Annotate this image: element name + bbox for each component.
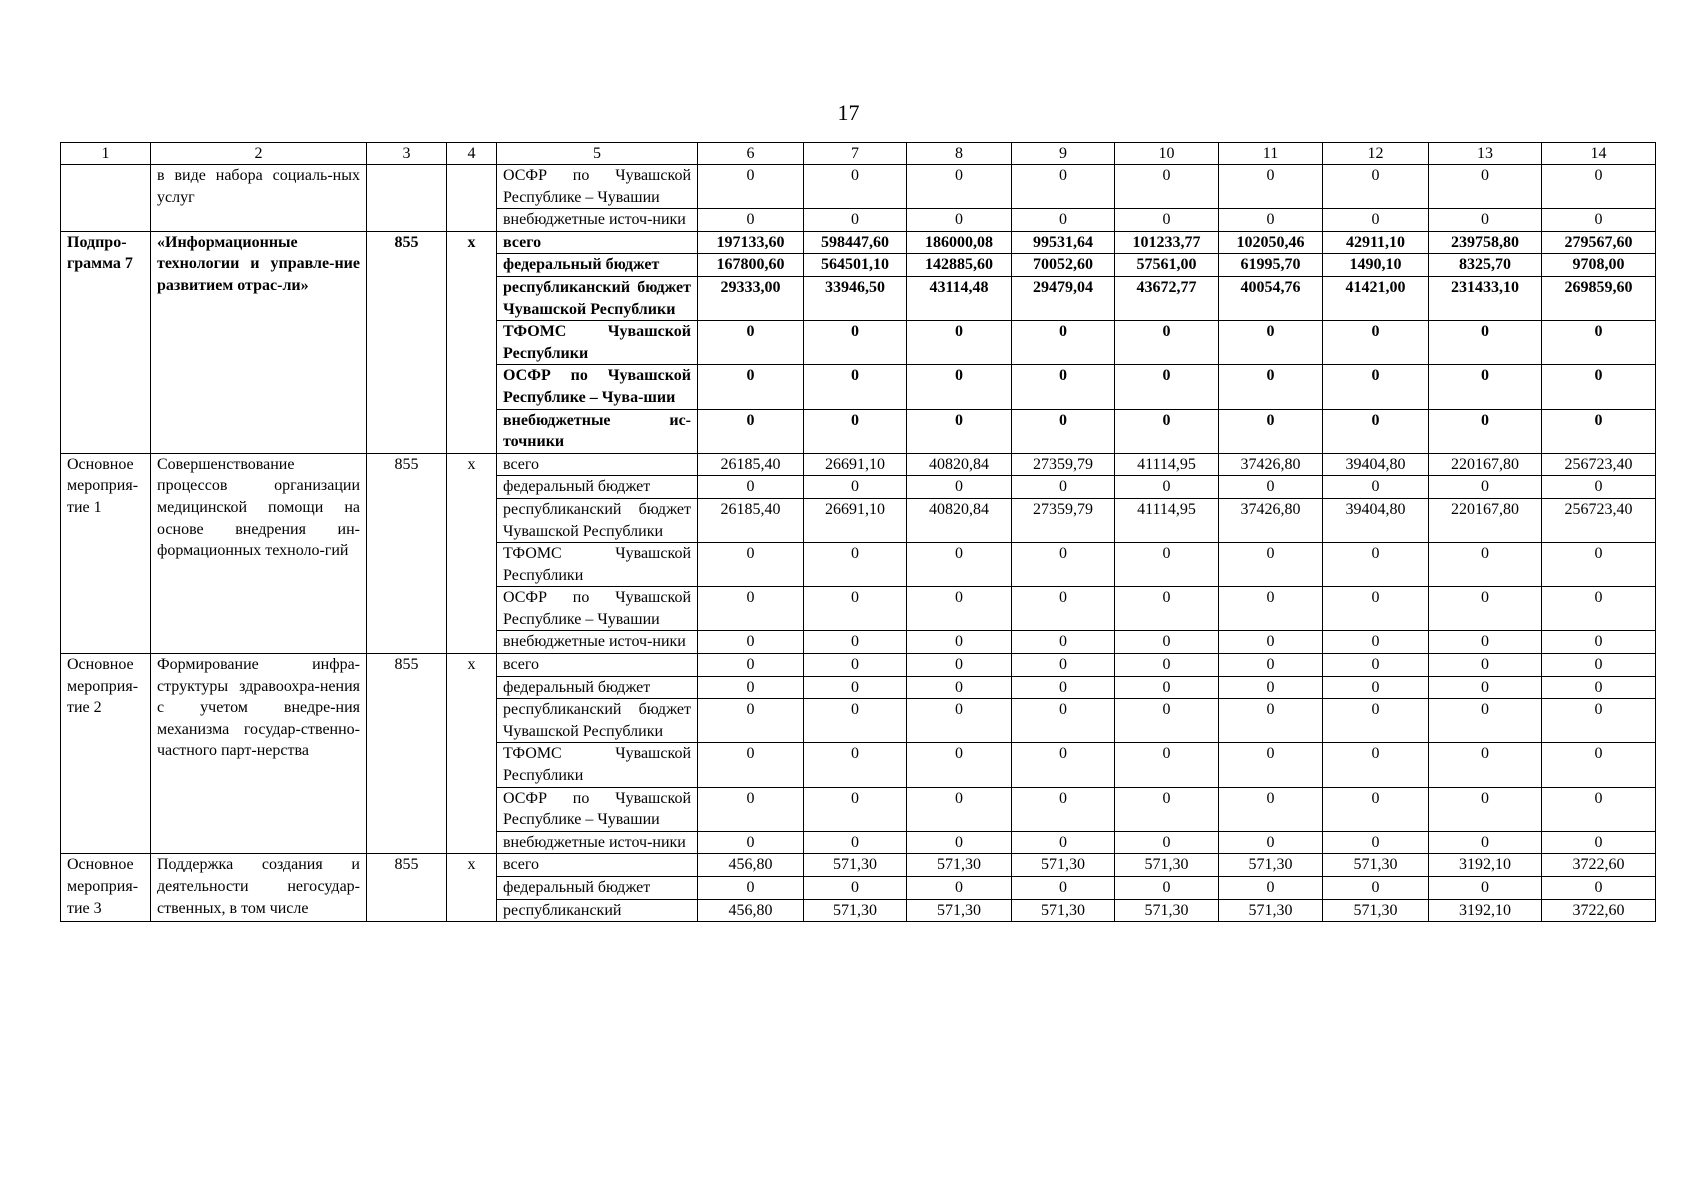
- value-cell: 0: [1429, 699, 1542, 743]
- column-header: 12: [1323, 143, 1429, 165]
- value-cell: 0: [1219, 476, 1323, 499]
- value-cell: 0: [1012, 365, 1115, 409]
- value-cell: 0: [698, 654, 804, 677]
- value-cell: 0: [804, 676, 907, 699]
- value-cell: 0: [1219, 877, 1323, 900]
- value-cell: 571,30: [1323, 899, 1429, 922]
- row-code: 855: [367, 453, 447, 653]
- value-cell: 0: [804, 409, 907, 453]
- column-header: 10: [1115, 143, 1219, 165]
- value-cell: 9708,00: [1542, 254, 1656, 277]
- value-cell: 29479,04: [1012, 276, 1115, 320]
- value-cell: 43114,48: [907, 276, 1012, 320]
- column-header: 13: [1429, 143, 1542, 165]
- row-description: в виде набора социаль-ных услуг: [151, 165, 367, 232]
- value-cell: 0: [1323, 699, 1429, 743]
- value-cell: 0: [1542, 676, 1656, 699]
- value-cell: 0: [698, 699, 804, 743]
- column-header: 6: [698, 143, 804, 165]
- value-cell: 571,30: [1012, 854, 1115, 877]
- value-cell: 0: [907, 476, 1012, 499]
- value-cell: 0: [1115, 165, 1219, 209]
- column-header: 5: [497, 143, 698, 165]
- value-cell: 0: [1323, 743, 1429, 787]
- funding-source: внебюджетные ис-точники: [497, 409, 698, 453]
- value-cell: 0: [1542, 743, 1656, 787]
- value-cell: 41421,00: [1323, 276, 1429, 320]
- value-cell: 0: [1219, 654, 1323, 677]
- value-cell: 0: [1012, 831, 1115, 854]
- value-cell: 220167,80: [1429, 453, 1542, 476]
- value-cell: 0: [1542, 877, 1656, 900]
- table-row: [61, 654, 1656, 677]
- value-cell: 0: [1429, 654, 1542, 677]
- value-cell: 0: [698, 587, 804, 631]
- row-mark: [447, 165, 497, 232]
- value-cell: 0: [907, 831, 1012, 854]
- value-cell: 0: [1429, 787, 1542, 831]
- value-cell: 571,30: [1115, 854, 1219, 877]
- value-cell: 0: [804, 654, 907, 677]
- row-code: 855: [367, 231, 447, 453]
- value-cell: 0: [804, 165, 907, 209]
- value-cell: 102050,46: [1219, 231, 1323, 254]
- value-cell: 231433,10: [1429, 276, 1542, 320]
- value-cell: 269859,60: [1542, 276, 1656, 320]
- value-cell: 0: [1429, 321, 1542, 365]
- value-cell: 239758,80: [1429, 231, 1542, 254]
- value-cell: 0: [1323, 321, 1429, 365]
- funding-source: всего: [497, 854, 698, 877]
- value-cell: 0: [1219, 676, 1323, 699]
- value-cell: 0: [1542, 365, 1656, 409]
- value-cell: 0: [1012, 699, 1115, 743]
- value-cell: 0: [1429, 165, 1542, 209]
- value-cell: 0: [1542, 631, 1656, 654]
- value-cell: 0: [804, 365, 907, 409]
- funding-source: федеральный бюджет: [497, 476, 698, 499]
- value-cell: 571,30: [1012, 899, 1115, 922]
- value-cell: 37426,80: [1219, 498, 1323, 542]
- value-cell: 43672,77: [1115, 276, 1219, 320]
- table-row: [61, 854, 1656, 877]
- value-cell: 0: [1012, 543, 1115, 587]
- value-cell: 0: [1429, 877, 1542, 900]
- value-cell: 0: [1429, 743, 1542, 787]
- value-cell: 0: [698, 831, 804, 854]
- value-cell: 564501,10: [804, 254, 907, 277]
- value-cell: 0: [1429, 476, 1542, 499]
- value-cell: 186000,08: [907, 231, 1012, 254]
- value-cell: 0: [1115, 587, 1219, 631]
- column-number-row: [61, 143, 1656, 165]
- value-cell: 0: [1219, 787, 1323, 831]
- funding-source: федеральный бюджет: [497, 254, 698, 277]
- value-cell: 41114,95: [1115, 498, 1219, 542]
- row-description: «Информационные технологии и управле-ние развитием отрас-ли»: [151, 231, 367, 453]
- value-cell: 571,30: [1323, 854, 1429, 877]
- funding-source: внебюджетные источ-ники: [497, 209, 698, 232]
- value-cell: 0: [1323, 831, 1429, 854]
- value-cell: 0: [907, 365, 1012, 409]
- value-cell: 0: [1012, 787, 1115, 831]
- funding-source: ОСФР по Чувашской Республике – Чувашии: [497, 787, 698, 831]
- value-cell: 0: [1219, 409, 1323, 453]
- funding-source: внебюджетные источ-ники: [497, 631, 698, 654]
- value-cell: 0: [804, 631, 907, 654]
- funding-source: всего: [497, 453, 698, 476]
- value-cell: 3192,10: [1429, 899, 1542, 922]
- value-cell: 29333,00: [698, 276, 804, 320]
- value-cell: 37426,80: [1219, 453, 1323, 476]
- value-cell: 0: [907, 654, 1012, 677]
- funding-source: республиканский бюджет Чувашской Республики: [497, 498, 698, 542]
- value-cell: 0: [1012, 587, 1115, 631]
- value-cell: 0: [698, 743, 804, 787]
- funding-source: ТФОМС Чувашской Республики: [497, 743, 698, 787]
- value-cell: 167800,60: [698, 254, 804, 277]
- value-cell: 40054,76: [1219, 276, 1323, 320]
- value-cell: 41114,95: [1115, 453, 1219, 476]
- value-cell: 0: [907, 321, 1012, 365]
- value-cell: 0: [804, 543, 907, 587]
- value-cell: 0: [804, 699, 907, 743]
- funding-source: республиканский бюджет Чувашской Республики: [497, 276, 698, 320]
- value-cell: 0: [907, 877, 1012, 900]
- value-cell: 0: [1012, 165, 1115, 209]
- row-label: Основное мероприя-тие 3: [61, 854, 151, 922]
- row-description: Поддержка создания и деятельности негосудар-ственных, в том числе: [151, 854, 367, 922]
- row-label: Основное мероприя-тие 2: [61, 654, 151, 854]
- value-cell: 0: [698, 543, 804, 587]
- value-cell: 0: [698, 476, 804, 499]
- value-cell: 0: [1323, 476, 1429, 499]
- value-cell: 0: [1429, 831, 1542, 854]
- value-cell: 0: [1542, 165, 1656, 209]
- value-cell: 26185,40: [698, 498, 804, 542]
- value-cell: 0: [804, 209, 907, 232]
- value-cell: 456,80: [698, 854, 804, 877]
- value-cell: 0: [907, 587, 1012, 631]
- value-cell: 70052,60: [1012, 254, 1115, 277]
- value-cell: 0: [907, 743, 1012, 787]
- value-cell: 0: [1115, 209, 1219, 232]
- row-code: 855: [367, 854, 447, 922]
- funding-source: республиканский: [497, 899, 698, 922]
- value-cell: 0: [1012, 321, 1115, 365]
- value-cell: 0: [1219, 743, 1323, 787]
- column-header: 4: [447, 143, 497, 165]
- value-cell: 0: [1115, 476, 1219, 499]
- value-cell: 0: [1323, 365, 1429, 409]
- value-cell: 33946,50: [804, 276, 907, 320]
- value-cell: 0: [1219, 165, 1323, 209]
- table-body: [61, 165, 1656, 922]
- value-cell: 0: [1012, 209, 1115, 232]
- value-cell: 8325,70: [1429, 254, 1542, 277]
- value-cell: 0: [1429, 676, 1542, 699]
- value-cell: 571,30: [804, 899, 907, 922]
- value-cell: 0: [1323, 209, 1429, 232]
- value-cell: 571,30: [804, 854, 907, 877]
- value-cell: 0: [1542, 787, 1656, 831]
- value-cell: 26185,40: [698, 453, 804, 476]
- row-code: [367, 165, 447, 232]
- value-cell: 27359,79: [1012, 453, 1115, 476]
- value-cell: 3722,60: [1542, 899, 1656, 922]
- value-cell: 1490,10: [1323, 254, 1429, 277]
- value-cell: 0: [1115, 676, 1219, 699]
- value-cell: 0: [1542, 409, 1656, 453]
- value-cell: 0: [1323, 587, 1429, 631]
- funding-source: ОСФР по Чувашской Республике – Чувашии: [497, 165, 698, 209]
- value-cell: 0: [1219, 631, 1323, 654]
- value-cell: 0: [907, 543, 1012, 587]
- value-cell: 0: [1323, 543, 1429, 587]
- value-cell: 0: [1323, 676, 1429, 699]
- value-cell: 0: [907, 699, 1012, 743]
- value-cell: 0: [698, 787, 804, 831]
- row-label: [61, 165, 151, 232]
- value-cell: 571,30: [1219, 899, 1323, 922]
- value-cell: 0: [907, 409, 1012, 453]
- funding-source: ТФОМС Чувашской Республики: [497, 321, 698, 365]
- value-cell: 0: [1219, 209, 1323, 232]
- value-cell: 3192,10: [1429, 854, 1542, 877]
- row-description: Совершенствование процессов организации медицинской помощи на основе внедрения ин-формационных техноло-гий: [151, 453, 367, 653]
- value-cell: 99531,64: [1012, 231, 1115, 254]
- value-cell: 0: [1429, 409, 1542, 453]
- value-cell: 0: [1219, 587, 1323, 631]
- value-cell: 0: [1542, 654, 1656, 677]
- value-cell: 0: [804, 587, 907, 631]
- value-cell: 0: [1323, 165, 1429, 209]
- row-description: Формирование инфра-структуры здравоохра-нения с учетом внедре-ния механизма государ-ственно-частного парт-нерства: [151, 654, 367, 854]
- funding-source: всего: [497, 231, 698, 254]
- column-header: 8: [907, 143, 1012, 165]
- funding-source: ОСФР по Чувашской Республике – Чувашии: [497, 587, 698, 631]
- value-cell: 0: [1012, 409, 1115, 453]
- value-cell: 0: [1429, 631, 1542, 654]
- value-cell: 0: [1219, 831, 1323, 854]
- funding-source: федеральный бюджет: [497, 877, 698, 900]
- funding-source: федеральный бюджет: [497, 676, 698, 699]
- value-cell: 0: [1323, 654, 1429, 677]
- row-label: Подпро-грамма 7: [61, 231, 151, 453]
- value-cell: 0: [1429, 587, 1542, 631]
- value-cell: 0: [698, 321, 804, 365]
- value-cell: 0: [804, 476, 907, 499]
- funding-source: всего: [497, 654, 698, 677]
- value-cell: 0: [698, 877, 804, 900]
- value-cell: 0: [698, 631, 804, 654]
- page-number: 17: [837, 100, 860, 125]
- value-cell: 0: [1115, 409, 1219, 453]
- column-header: 2: [151, 143, 367, 165]
- value-cell: 0: [1115, 787, 1219, 831]
- table-row: [61, 453, 1656, 476]
- row-code: 855: [367, 654, 447, 854]
- value-cell: 61995,70: [1219, 254, 1323, 277]
- value-cell: 0: [907, 631, 1012, 654]
- funding-source: ОСФР по Чувашской Республике – Чува-шии: [497, 365, 698, 409]
- value-cell: 40820,84: [907, 453, 1012, 476]
- value-cell: 0: [698, 409, 804, 453]
- funding-source: ТФОМС Чувашской Республики: [497, 543, 698, 587]
- row-mark: х: [447, 231, 497, 453]
- value-cell: 0: [1219, 699, 1323, 743]
- value-cell: 0: [1012, 476, 1115, 499]
- value-cell: 571,30: [1219, 854, 1323, 877]
- value-cell: 0: [1012, 631, 1115, 654]
- value-cell: 0: [1115, 321, 1219, 365]
- value-cell: 0: [698, 165, 804, 209]
- value-cell: 0: [1115, 699, 1219, 743]
- value-cell: 0: [1115, 365, 1219, 409]
- value-cell: 57561,00: [1115, 254, 1219, 277]
- value-cell: 0: [1012, 743, 1115, 787]
- table-row: [61, 165, 1656, 209]
- value-cell: 0: [1429, 209, 1542, 232]
- value-cell: 0: [1012, 676, 1115, 699]
- value-cell: 256723,40: [1542, 453, 1656, 476]
- value-cell: 142885,60: [907, 254, 1012, 277]
- value-cell: 0: [1219, 543, 1323, 587]
- value-cell: 40820,84: [907, 498, 1012, 542]
- value-cell: 101233,77: [1115, 231, 1219, 254]
- value-cell: 26691,10: [804, 453, 907, 476]
- table-row: [61, 231, 1656, 254]
- value-cell: 0: [1542, 543, 1656, 587]
- value-cell: 0: [1012, 877, 1115, 900]
- value-cell: 0: [1323, 631, 1429, 654]
- row-mark: х: [447, 453, 497, 653]
- value-cell: 0: [1542, 209, 1656, 232]
- value-cell: 0: [1219, 365, 1323, 409]
- value-cell: 39404,80: [1323, 453, 1429, 476]
- value-cell: 0: [804, 831, 907, 854]
- value-cell: 0: [804, 321, 907, 365]
- value-cell: 456,80: [698, 899, 804, 922]
- column-header: 9: [1012, 143, 1115, 165]
- value-cell: 0: [907, 787, 1012, 831]
- budget-table: [60, 142, 1656, 922]
- value-cell: 0: [1323, 787, 1429, 831]
- value-cell: 0: [907, 209, 1012, 232]
- row-label: Основное мероприя-тие 1: [61, 453, 151, 653]
- value-cell: 0: [1115, 743, 1219, 787]
- value-cell: 0: [1115, 877, 1219, 900]
- value-cell: 39404,80: [1323, 498, 1429, 542]
- value-cell: 0: [804, 787, 907, 831]
- column-header: 3: [367, 143, 447, 165]
- value-cell: 0: [907, 165, 1012, 209]
- value-cell: 0: [1115, 831, 1219, 854]
- value-cell: 0: [1542, 476, 1656, 499]
- value-cell: 0: [804, 743, 907, 787]
- value-cell: 197133,60: [698, 231, 804, 254]
- value-cell: 0: [1429, 365, 1542, 409]
- value-cell: 0: [1323, 877, 1429, 900]
- row-mark: х: [447, 654, 497, 854]
- column-header: 7: [804, 143, 907, 165]
- row-mark: х: [447, 854, 497, 922]
- value-cell: 0: [907, 676, 1012, 699]
- value-cell: 571,30: [1115, 899, 1219, 922]
- value-cell: 42911,10: [1323, 231, 1429, 254]
- value-cell: 0: [698, 365, 804, 409]
- value-cell: 220167,80: [1429, 498, 1542, 542]
- value-cell: 0: [1115, 631, 1219, 654]
- funding-source: внебюджетные источ-ники: [497, 831, 698, 854]
- value-cell: 571,30: [907, 854, 1012, 877]
- value-cell: 256723,40: [1542, 498, 1656, 542]
- value-cell: 598447,60: [804, 231, 907, 254]
- value-cell: 26691,10: [804, 498, 907, 542]
- value-cell: 0: [1323, 409, 1429, 453]
- value-cell: 279567,60: [1542, 231, 1656, 254]
- value-cell: 0: [1542, 587, 1656, 631]
- value-cell: 0: [1542, 699, 1656, 743]
- value-cell: 0: [698, 676, 804, 699]
- value-cell: 0: [1542, 321, 1656, 365]
- value-cell: 27359,79: [1012, 498, 1115, 542]
- value-cell: 571,30: [907, 899, 1012, 922]
- column-header: 14: [1542, 143, 1656, 165]
- value-cell: 0: [698, 209, 804, 232]
- column-header: 1: [61, 143, 151, 165]
- value-cell: 3722,60: [1542, 854, 1656, 877]
- value-cell: 0: [1115, 543, 1219, 587]
- value-cell: 0: [1542, 831, 1656, 854]
- value-cell: 0: [804, 877, 907, 900]
- value-cell: 0: [1012, 654, 1115, 677]
- value-cell: 0: [1219, 321, 1323, 365]
- funding-source: республиканский бюджет Чувашской Республики: [497, 699, 698, 743]
- column-header: 11: [1219, 143, 1323, 165]
- value-cell: 0: [1115, 654, 1219, 677]
- value-cell: 0: [1429, 543, 1542, 587]
